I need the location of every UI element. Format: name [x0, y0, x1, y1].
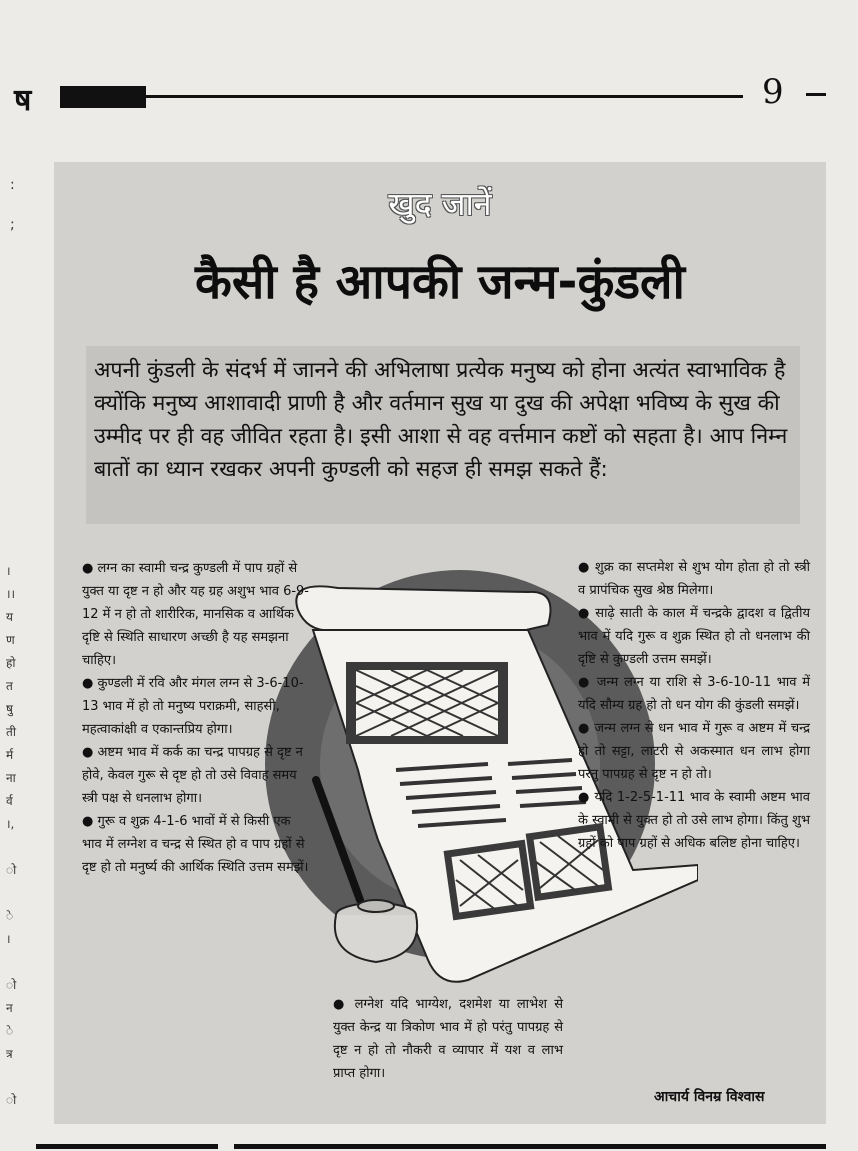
- margin-fragment: ।: [6, 564, 11, 578]
- margin-fragment: ण: [6, 633, 15, 647]
- margin-fragment: ।: [6, 932, 11, 946]
- footer-rule-left: [36, 1144, 218, 1149]
- margin-fragment: ती: [6, 725, 16, 739]
- column-right: [578, 556, 810, 855]
- margin-fragment: ो: [6, 863, 17, 877]
- column-left: [82, 557, 312, 879]
- header-black-bar: [60, 86, 146, 108]
- article-headline: कैसी है आपकी जन्म-कुंडली: [194, 254, 685, 310]
- column-paragraph: ● यदि 1-2-5-1-11 भाव के स्वामी अष्टम भाव के स्वामी से युक्त हो तो उसे लाभ होगा। किंतु शुभ ग्रहों को पाप ग्रहों से अधिक बलिष्ट होना चाहिए।: [578, 790, 810, 851]
- margin-fragment: त: [6, 679, 13, 693]
- margin-fragment: ।,: [6, 817, 15, 831]
- margin-fragment: [6, 836, 16, 859]
- column-paragraph: ● कुण्डली में रवि और मंगल लग्न से 3-6-10-13 भाव में हो तो मनुष्य पराक्रमी, साहसी, महत्वाकांक्षी व एकान्तप्रिय होगा।: [82, 676, 304, 737]
- intro-paragraph: अपनी कुंडली के संदर्भ में जानने की अभिलाषा प्रत्येक मनुष्य को होना अत्यंत स्वाभाविक है क्योंकि मनुष्य आशावादी प्राणी है और वर्तमान सुख या दुख की अपेक्षा भविष्य के सुख की उम्मीद पर ही वह जीवित रहता है। इसी आशा से वह वर्त्तमान कष्टों को सहता है। आप निम्न बातों का ध्यान रखकर अपनी कुण्डली को सहज ही समझ सकते हैं:: [94, 358, 788, 482]
- margin-fragment: ो: [6, 978, 17, 992]
- author-byline: आचार्य विनम्र विश्वास: [654, 1089, 765, 1105]
- margin-fragment: ो: [6, 1093, 17, 1107]
- column-paragraph: ● जन्म लग्न से धन भाव में गुरू व अष्टम में चन्द्र हो तो सट्टा, लाटरी से अकस्मात धन लाभ होगा परंतु पापग्रह से दृष्ट न हो तो।: [578, 721, 810, 782]
- column-paragraph: ● जन्म लग्न या राशि से 3-6-10-11 भाव में यदि सौम्य ग्रह हो तो धन योग की कुंडली समझें।: [578, 675, 810, 713]
- margin-fragment: षु: [6, 702, 13, 716]
- margin-fragment: र्व: [6, 794, 13, 808]
- column-paragraph: ● अष्टम भाव में कर्क का चन्द्र पापग्रह से दृष्ट न होवे, केवल गुरू से दृष्ट हो तो उसे विवाह समय स्त्री पक्ष से धनलाभ होगा।: [82, 745, 303, 806]
- margin-fragment: ना: [6, 771, 16, 785]
- margin-colon: ;: [10, 217, 15, 233]
- margin-fragment: े: [6, 909, 14, 923]
- margin-fragment: हो: [6, 656, 16, 670]
- page-number-dash: [806, 93, 826, 96]
- margin-fragment: ।।: [6, 587, 16, 601]
- column-middle: [333, 993, 563, 1085]
- margin-fragment: [6, 1066, 16, 1089]
- footer-rule-right: [234, 1144, 826, 1149]
- article-kicker: खुद जानें: [388, 185, 492, 223]
- margin-fragment: त्र: [6, 1047, 13, 1061]
- margin-fragment: र्म: [6, 748, 14, 762]
- margin-fragment: न: [6, 1001, 13, 1015]
- margin-colon: :: [10, 177, 15, 193]
- left-margin-fragments: [6, 560, 16, 1112]
- header-rule: [146, 95, 743, 98]
- margin-fragment: य: [6, 610, 13, 624]
- column-paragraph: ● लग्न का स्वामी चन्द्र कुण्डली में पाप ग्रहों से युक्त या दृष्ट न हो और यह ग्रह अशुभ भाव 6-9-12 में न हो तो शारीरिक, मानसिक व आर्थिक दृष्टि से स्थिति साधारण अच्छी है यह समझना चाहिए।: [82, 561, 309, 668]
- margin-fragment: [6, 882, 16, 905]
- section-letter: ष: [14, 83, 32, 118]
- column-paragraph: ● साढ़े साती के काल में चन्द्रके द्वादश व द्वितीय भाव में यदि गुरू व शुक्र स्थित हो तो धनलाभ की दृष्टि से कुण्डली उत्तम समझें।: [578, 606, 810, 667]
- column-paragraph: ● शुक्र का सप्तमेश से शुभ योग होता हो तो स्त्री व प्रापंचिक सुख श्रेष्ठ मिलेगा।: [578, 560, 810, 598]
- ink-pot-icon: [335, 900, 417, 962]
- margin-fragment: [6, 951, 16, 974]
- page-number: 9: [762, 72, 784, 112]
- margin-fragment: े: [6, 1024, 14, 1038]
- column-paragraph: ● लग्नेश यदि भाग्येश, दशमेश या लाभेश से युक्त केन्द्र या त्रिकोण भाव में हो परंतु पापग्रह से दृष्ट न हो तो नौकरी व व्यापार में यश व लाभ प्राप्त होगा।: [333, 997, 563, 1081]
- margin-colons: [10, 165, 15, 245]
- column-paragraph: ● गुरू व शुक्र 4-1-6 भावों में से किसी एक भाव में लग्नेश व चन्द्र से स्थित हो व पाप ग्रहों से दृष्ट हो तो मनुर्ष्य की आर्थिक स्थिति उत्तम समझें।: [82, 814, 309, 875]
